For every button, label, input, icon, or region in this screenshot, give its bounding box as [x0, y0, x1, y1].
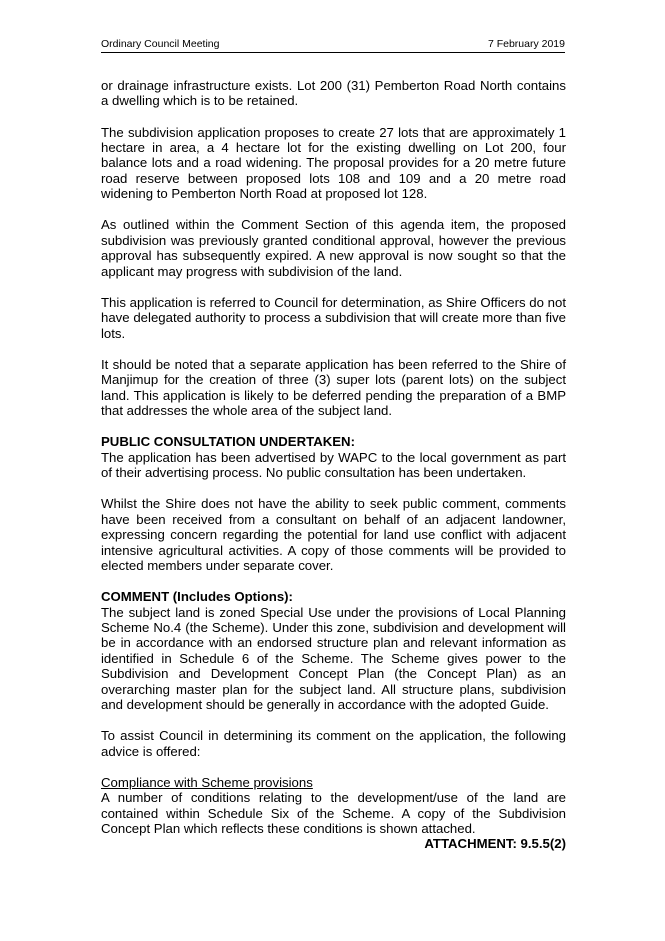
paragraph: or drainage infrastructure exists. Lot 200 (31) Pemberton Road North contains a dwelling which is to be retained.: [101, 78, 566, 109]
attachment-reference: ATTACHMENT: 9.5.5(2): [424, 836, 566, 852]
paragraph: A number of conditions relating to the development/use of the land are contained within Schedule Six of the Scheme. A copy of the Subdivision Concept Plan which reflects these conditions is shown attached.: [101, 790, 566, 837]
section-heading-consultation: PUBLIC CONSULTATION UNDERTAKEN:: [101, 434, 355, 450]
meeting-date: 7 February 2019: [487, 38, 565, 50]
meeting-title: Ordinary Council Meeting: [101, 38, 220, 50]
paragraph: Whilst the Shire does not have the ability to seek public comment, comments have been received from a consultant on behalf of an adjacent landowner, expressing concern regarding the potential for land use conflict with adjacent intensive agricultural activities. A copy of those comments will be provided to elected members under separate cover.: [101, 496, 566, 573]
document-body: [101, 78, 566, 852]
page-header: [101, 38, 565, 53]
paragraph: The application has been advertised by WAPC to the local government as part of their advertising process. No public consultation has been undertaken.: [101, 449, 566, 481]
paragraph: To assist Council in determining its comment on the application, the following advice is offered:: [101, 728, 566, 759]
paragraph: The subject land is zoned Special Use under the provisions of Local Planning Scheme No.4 (the Scheme). Under this zone, subdivision and development will be in accordance with an endorsed structure plan and relevant information as identified in Schedule 6 of the Scheme. The Scheme gives power to the Subdivision and Development Concept Plan (the Concept Plan) as an overarching master plan for the subject land. All structure plans, subdivision and development should be generally in accordance with the adopted Guide.: [101, 604, 566, 712]
paragraph: The subdivision application proposes to create 27 lots that are approximately 1 hectare in area, a 4 hectare lot for the existing dwelling on Lot 200, four balance lots and a road widening. The proposal provides for a 20 metre future road reserve between proposed lots 108 and 109 and a 20 metre road widening to Pemberton North Road at proposed lot 128.: [101, 124, 566, 202]
section-heading-comment: COMMENT (Includes Options):: [101, 589, 293, 605]
paragraph: This application is referred to Council for determination, as Shire Officers do not have delegated authority to process a subdivision that will create more than five lots.: [101, 294, 566, 341]
paragraph: It should be noted that a separate application has been referred to the Shire of Manjimup for the creation of three (3) super lots (parent lots) on the subject land. This application is likely to be deferred pending the preparation of a BMP that addresses the whole area of the subject land.: [101, 356, 566, 419]
paragraph: As outlined within the Comment Section of this agenda item, the proposed subdivision was previously granted conditional approval, however the previous approval has subsequently expired. A new approval is now sought so that the applicant may progress with subdivision of the land.: [101, 217, 566, 279]
subheading-compliance: Compliance with Scheme provisions: [101, 774, 313, 790]
